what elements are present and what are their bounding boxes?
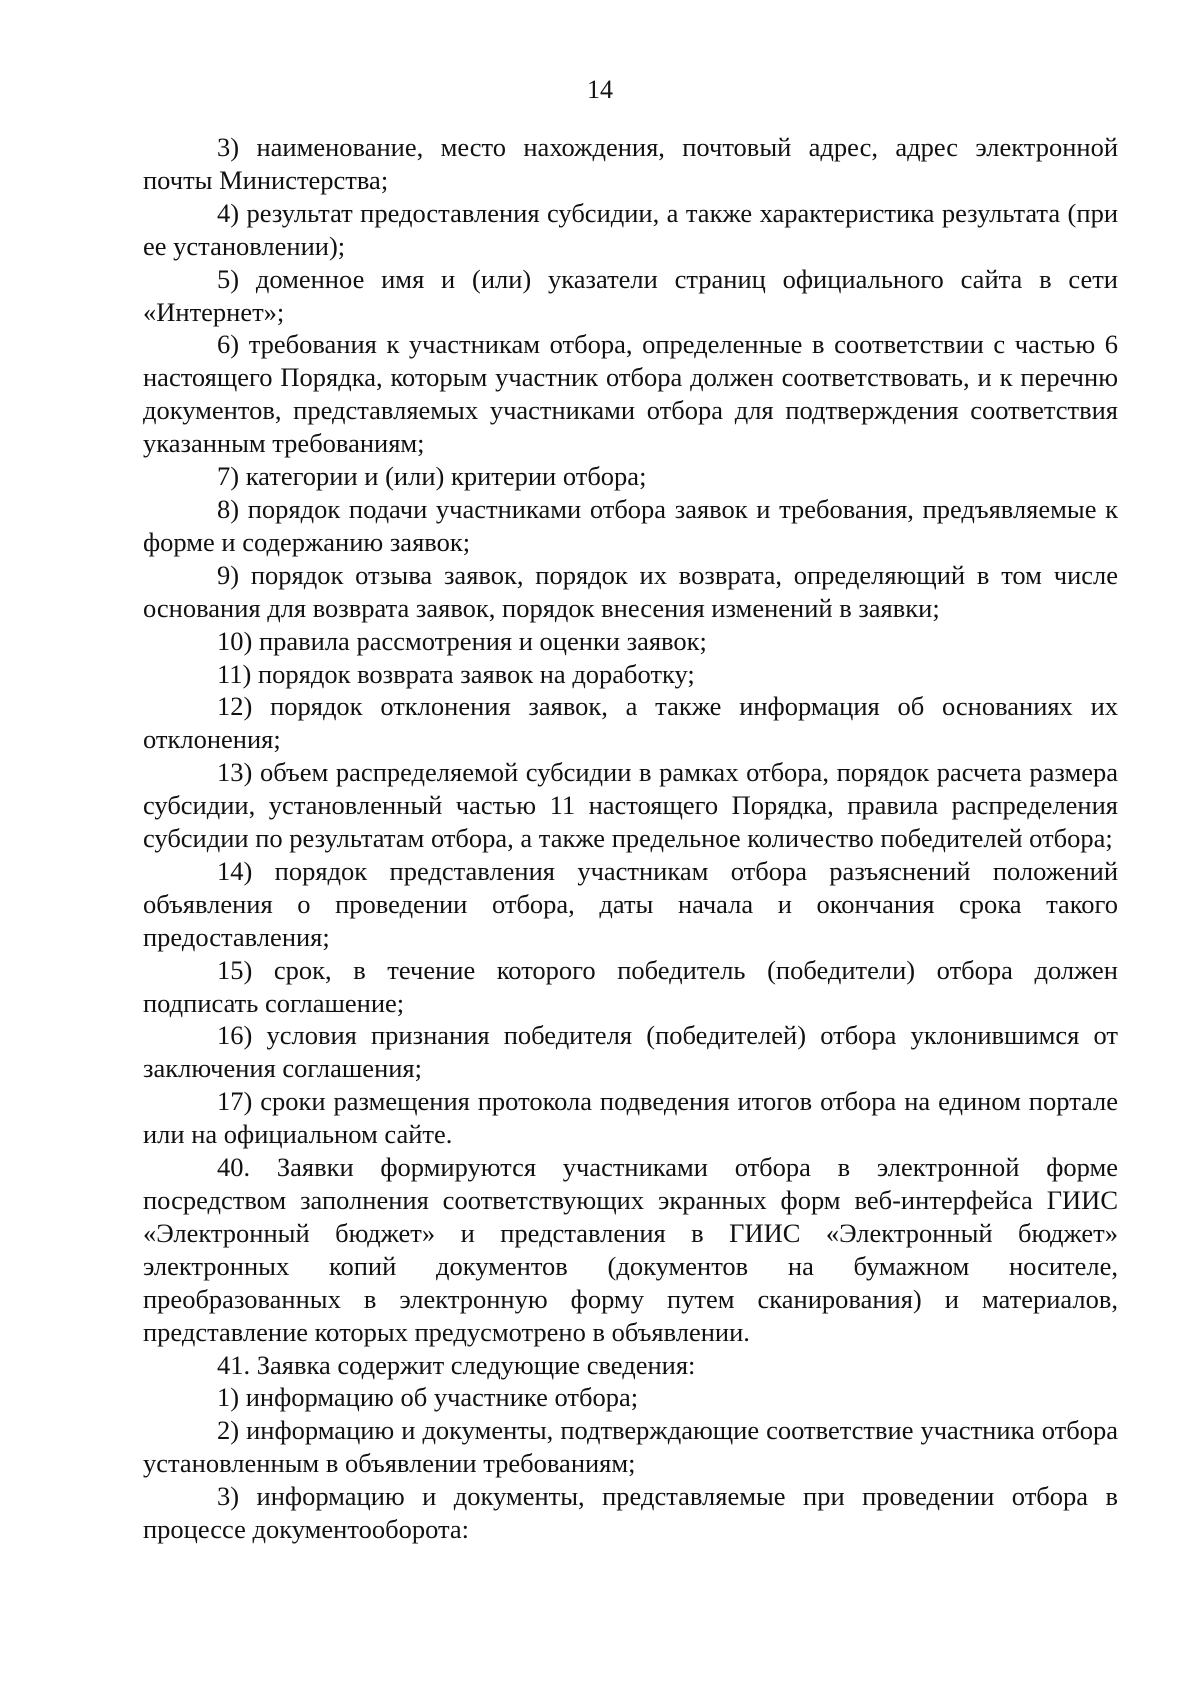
paragraph-item-7: 7) категории и (или) критерии отбора; bbox=[217, 461, 647, 492]
paragraph-item-3: 3) наименование, место нахождения, почтовый адрес, адрес электронной почты Министерства; bbox=[143, 132, 1118, 195]
paragraph-item-16: 16) условия признания победителя (победителей) отбора уклонившимся от заключения соглашения; bbox=[143, 1020, 1118, 1084]
paragraph-item-9: 9) порядок отзыва заявок, порядок их возврата, определяющий в том числе основания для возврата заявок, порядок внесения изменений в заявки; bbox=[143, 559, 1118, 623]
paragraph-subitem-1: 1) информацию об участнике отбора; bbox=[217, 1382, 639, 1413]
paragraph-clause-40: 40. Заявки формируются участниками отбора в электронной форме посредством заполнения соответствующих экранных форм веб-интерфейса ГИИС «Электронный бюджет» и представления в ГИИС «Электронный бюджет» электронных копий документов (документов на бумажном носителе, преобразованных в электронную форму путем сканирования) и материалов, представление которых предусмотрено в объявлении. bbox=[143, 1152, 1118, 1347]
paragraph-item-12: 12) порядок отклонения заявок, а также информация об основаниях их отклонения; bbox=[143, 691, 1118, 755]
paragraph-item-13: 13) объем распределяемой субсидии в рамках отбора, порядок расчета размера субсидии, установленный частью 11 настоящего Порядка, правила распределения субсидии по результатам отбора, а также предельное количество победителей отбора; bbox=[143, 757, 1118, 854]
paragraph-item-11: 11) порядок возврата заявок на доработку; bbox=[217, 658, 695, 689]
paragraph-item-5: 5) доменное имя и (или) указатели страниц официального сайта в сети «Интернет»; bbox=[143, 263, 1118, 327]
paragraph-item-4: 4) результат предоставления субсидии, а также характеристика результата (при ее установлении); bbox=[143, 197, 1118, 261]
paragraph-item-15: 15) срок, в течение которого победитель (победители) отбора должен подписать соглашение; bbox=[143, 954, 1118, 1018]
paragraph-subitem-2: 2) информацию и документы, подтверждающие соответствие участника отбора установленным в объявлении требованиям; bbox=[143, 1415, 1118, 1479]
document-body bbox=[143, 131, 1118, 1546]
paragraph-item-14: 14) порядок представления участникам отбора разъяснений положений объявления о проведении отбора, даты начала и окончания срока такого предоставления; bbox=[143, 855, 1118, 952]
paragraph-item-17: 17) сроки размещения протокола подведения итогов отбора на едином портале или на официальном сайте. bbox=[143, 1086, 1118, 1150]
paragraph-subitem-3: 3) информацию и документы, представляемые при проведении отбора в процессе документооборота: bbox=[143, 1481, 1118, 1545]
paragraph-item-8: 8) порядок подачи участниками отбора заявок и требования, предъявляемые к форме и содержанию заявок; bbox=[143, 493, 1118, 557]
paragraph-item-10: 10) правила рассмотрения и оценки заявок; bbox=[217, 625, 707, 656]
paragraph-item-6: 6) требования к участникам отбора, определенные в соответствии с частью 6 настоящего Порядка, которым участник отбора должен соответствовать, и к перечню документов, представляемых участниками отбора для подтверждения соответствия указанным требованиям; bbox=[143, 329, 1118, 459]
page-number: 14 bbox=[587, 75, 613, 104]
paragraph-clause-41: 41. Заявка содержит следующие сведения: bbox=[217, 1349, 696, 1380]
